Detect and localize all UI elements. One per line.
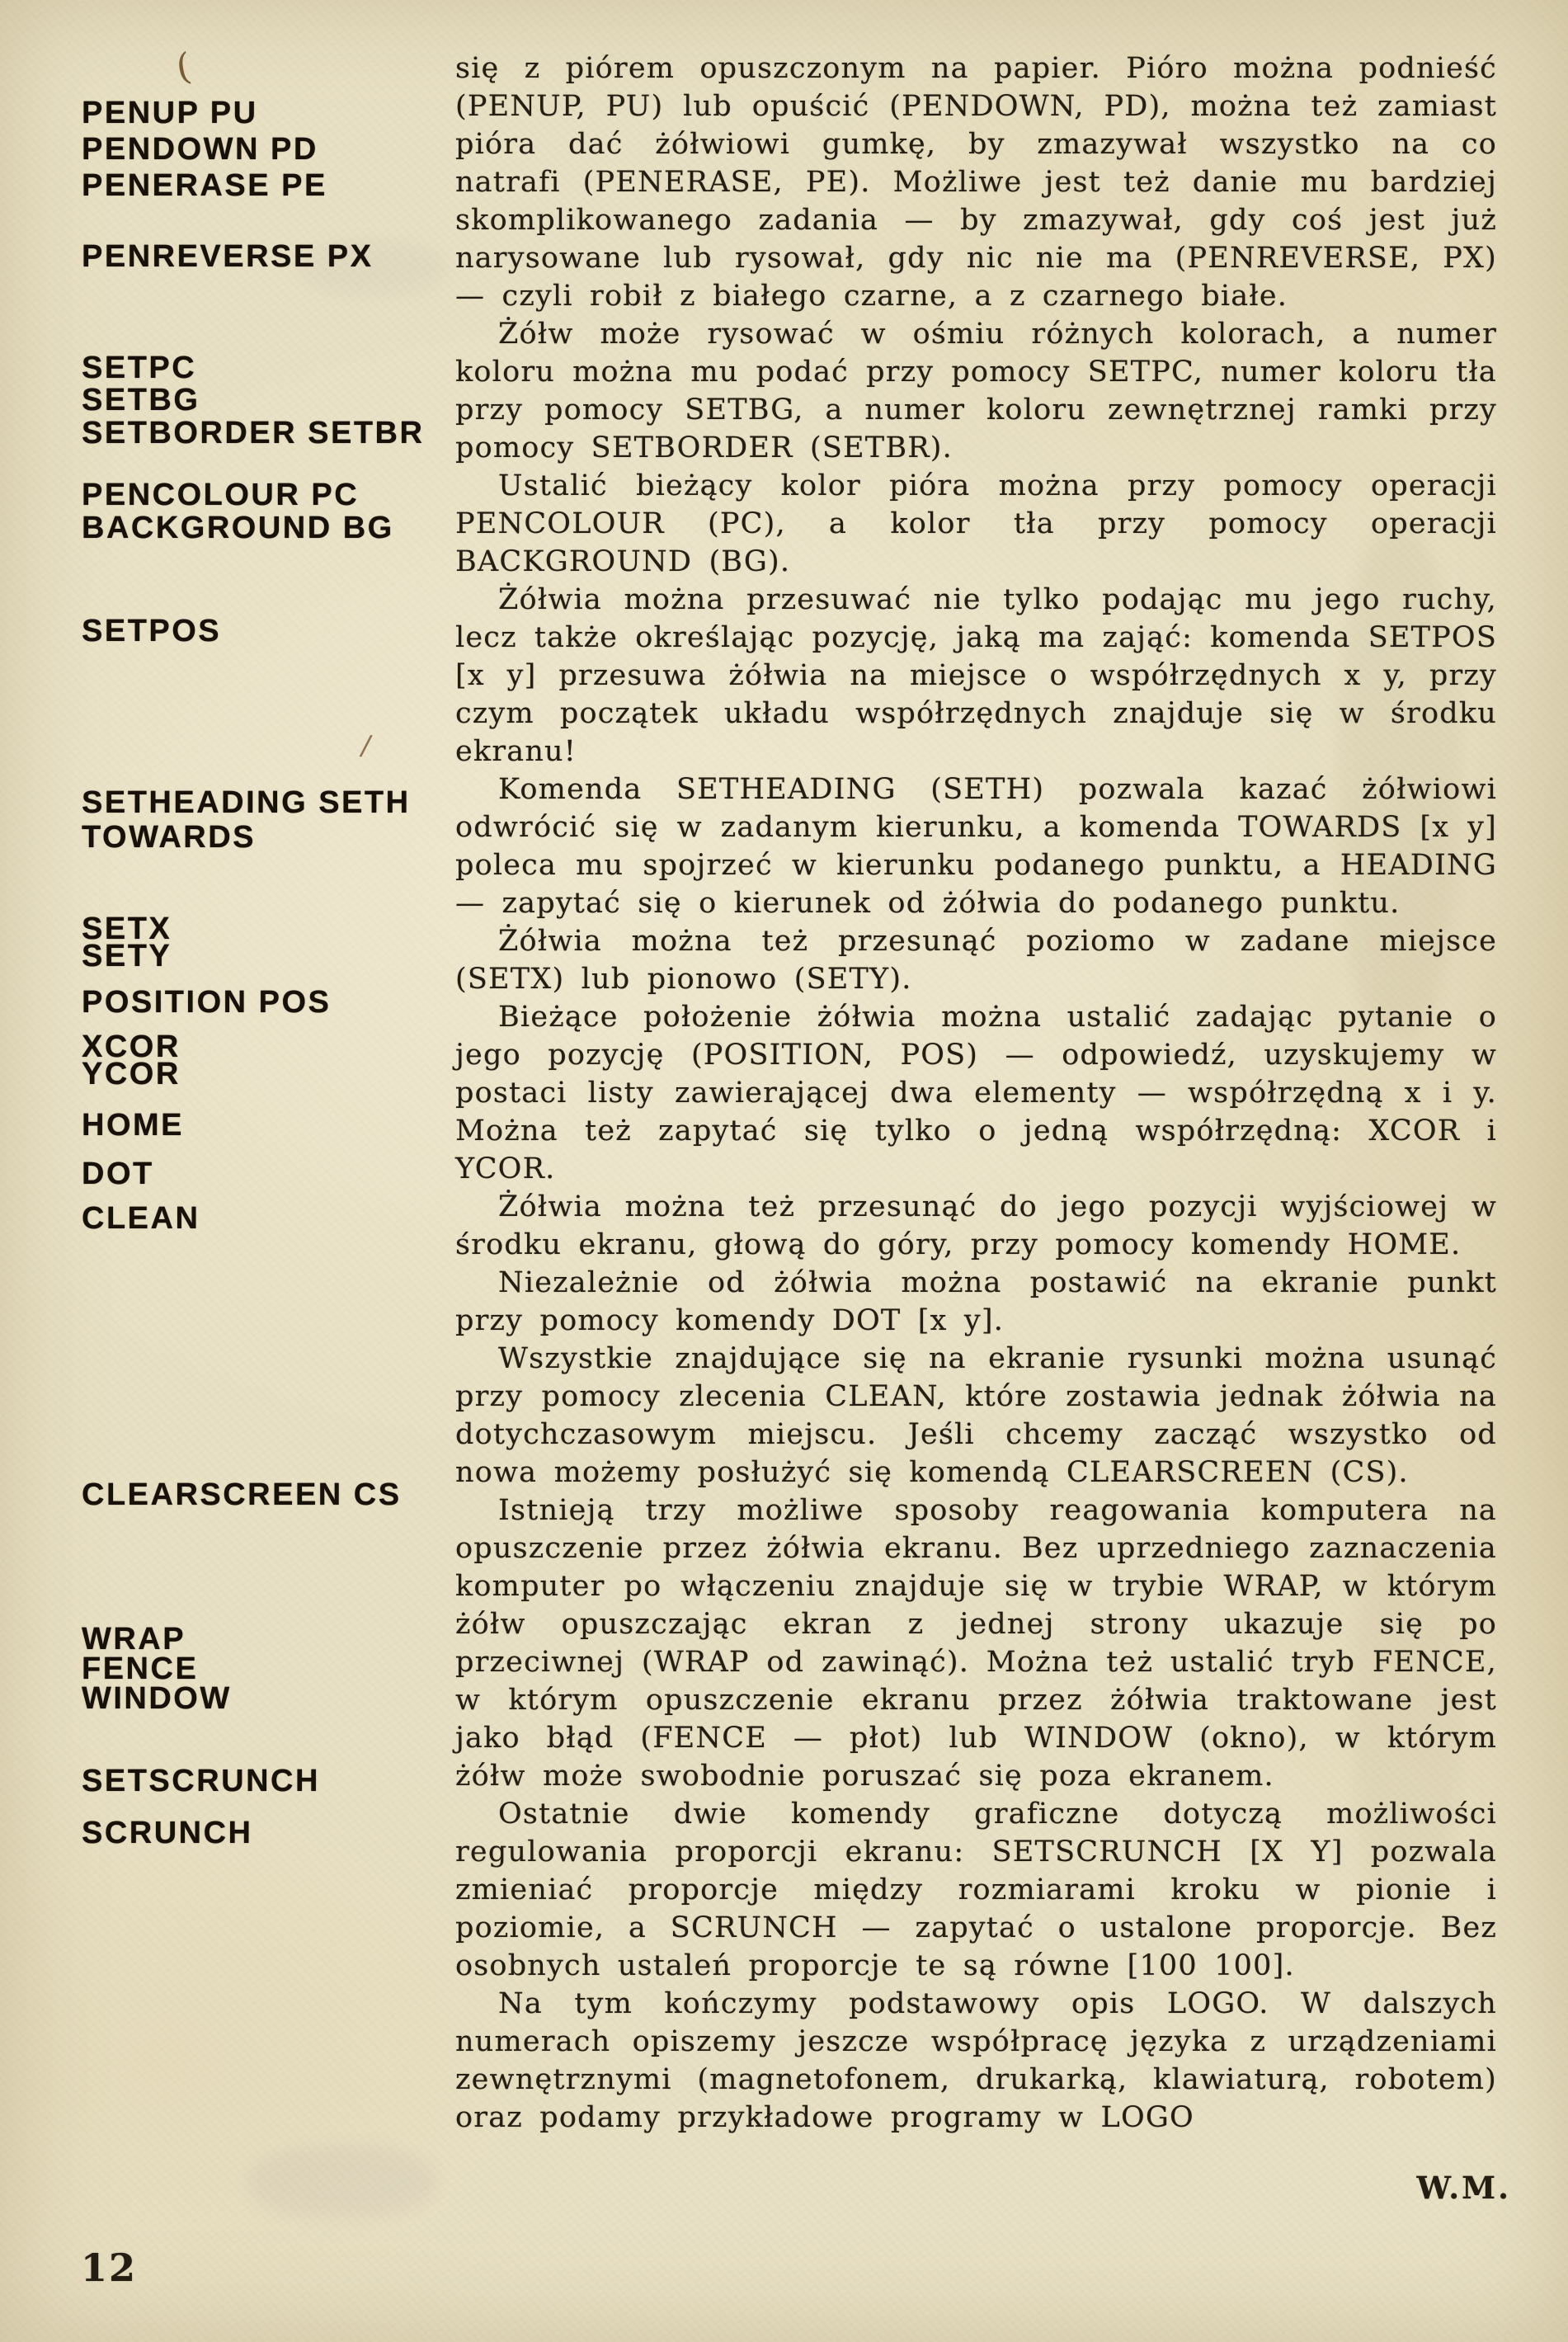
paragraph: Ustalić bieżący kolor pióra można przy pomocy operacji PENCOLOUR (PC), a kolor tła przy pomocy operacji BACKGROUND (BG). — [455, 469, 1497, 578]
command-label-setpc: SETPC — [82, 351, 197, 385]
paragraph: Żółwia można przesuwać nie tylko podając mu jego ruchy, lecz także określając pozycję, jaką ma zająć: komenda SETPOS [x y] przesuwa żółwia na miejsce o współrzędnych x y, przy czym początek układu współrzędnych znajduje się w środku ekranu! — [455, 583, 1497, 768]
ink-artifact-paren: ( — [173, 45, 195, 90]
paragraph: Żółwia można też przesunąć do jego pozycji wyjściowej w środku ekranu, głową do góry, przy pomocy komendy HOME. — [455, 1190, 1497, 1261]
command-label-pencolour: PENCOLOUR PC — [82, 478, 360, 512]
command-label-dot: DOT — [82, 1157, 154, 1191]
command-label-home: HOME — [82, 1108, 184, 1143]
command-label-wrap: WRAP — [82, 1622, 186, 1656]
ink-artifact-slash: / — [358, 728, 374, 763]
command-label-xcor: XCOR — [82, 1030, 181, 1064]
command-label-fence: FENCE — [82, 1652, 199, 1686]
command-label-setscrunch: SETSCRUNCH — [82, 1764, 320, 1798]
command-label-clean: CLEAN — [82, 1201, 200, 1236]
command-label-setx: SETX — [82, 912, 172, 946]
command-label-position: POSITION POS — [82, 985, 332, 1020]
paragraph: Istnieją trzy możliwe sposoby reagowania komputera na opuszczenie przez żółwia ekranu. Bez uprzedniego zaznaczenia komputer po włączeniu znajduje się w trybie WRAP, w którym żółw opuszczając ekran z jednej strony ukazuje się po przeciwnej (WRAP od zawinąć). Można też ustalić tryb FENCE, w którym opuszczenie ekranu przez żółwia traktowane jest jako błąd (FENCE — płot) lub WINDOW (okno), w którym żółw może swobodnie poruszać się poza ekranem. — [455, 1494, 1497, 1793]
command-label-setheading: SETHEADING SETH — [82, 785, 411, 820]
command-label-scrunch: SCRUNCH — [82, 1816, 253, 1850]
paragraph: Ostatnie dwie komendy graficzne dotyczą możliwości regulowania proporcji ekranu: SETSCRUNCH [X Y] pozwala zmieniać proporcje między rozmiarami kroku w pionie i poziomie, a SCRUNCH — zapytać o ustalone proporcje. Bez osobnych ustaleń proporcje te są równe [100 100]. — [455, 1798, 1497, 1982]
paragraph: Niezależnie od żółwia można postawić na ekranie punkt przy pomocy komendy DOT [x y]. — [455, 1266, 1497, 1337]
command-label-clearscreen: CLEARSCREEN CS — [82, 1477, 402, 1512]
page-number: 12 — [81, 2245, 138, 2290]
paragraph: Na tym kończymy podstawowy opis LOGO. W dalszych numerach opiszemy jeszcze współpracę języka z urządzeniami zewnętrznymi (magnetofonem, drukarką, klawiaturą, robotem) oraz podamy przykładowe programy w LOGO — [455, 1987, 1497, 2134]
command-label-window: WINDOW — [82, 1681, 232, 1716]
command-label-penerase: PENERASE PE — [82, 168, 327, 203]
command-label-background: BACKGROUND BG — [82, 511, 394, 545]
paragraph: Wszystkie znajdujące się na ekranie rysunki można usunąć przy pomocy zlecenia CLEAN, które zostawia jednak żółwia na dotychczasowym miejscu. Jeśli chcemy zacząć wszystko od nowa możemy posłużyć się komendą CLEARSCREEN (CS). — [455, 1342, 1497, 1489]
bleed-through-smudge — [247, 2145, 437, 2219]
paragraph: Komenda SETHEADING (SETH) pozwala kazać żółwiowi odwrócić się w zadanym kierunku, a komenda TOWARDS [x y] poleca mu spojrzeć w kierunku podanego punktu, a HEADING — zapytać się o kierunek od żółwia do podanego punktu. — [455, 773, 1497, 920]
command-label-setborder: SETBORDER SETBR — [82, 416, 425, 450]
paragraph: Bieżące położenie żółwia można ustalić zadając pytanie o jego pozycję (POSITION, POS) — odpowiedź, uzyskujemy w postaci listy zawierającej dwa elementy — współrzędną x i y. Można też zapytać się tylko o jedną współrzędną: XCOR i YCOR. — [455, 1001, 1497, 1185]
command-label-ycor: YCOR — [82, 1057, 181, 1091]
command-label-setbg: SETBG — [82, 383, 200, 417]
command-label-towards: TOWARDS — [82, 820, 257, 855]
command-label-penreverse: PENREVERSE PX — [82, 239, 374, 274]
command-label-penup: PENUP PU — [82, 96, 258, 130]
paragraph: Żółw może rysować w ośmiu różnych kolorach, a numer koloru można mu podać przy pomocy SETPC, numer koloru tła przy pomocy SETBG, a numer koloru zewnętrznej ramki przy pomocy SETBORDER (SETBR). — [455, 318, 1497, 464]
command-label-sety: SETY — [82, 939, 172, 973]
paragraph: Żółwia można też przesunąć poziomo w zadane miejsce (SETX) lub pionowo (SETY). — [455, 925, 1497, 996]
author-initials: W.M. — [1416, 2170, 1511, 2206]
article-text-column — [455, 49, 1497, 2137]
paragraph: się z piórem opuszczonym na papier. Pióro można podnieść (PENUP, PU) lub opuścić (PENDOWN, PD), można też zamiast pióra dać żółwiowi gumkę, by zmazywał wszystko na co natrafi (PENERASE, PE). Możliwe jest też danie mu bardziej skomplikowanego zadania — by zmazywał, gdy coś jest już narysowane lub rysował, gdy nic nie ma (PENREVERSE, PX) — czyli robił z białego czarne, a z czarnego białe. — [455, 52, 1497, 313]
command-label-pendown: PENDOWN PD — [82, 132, 318, 167]
command-label-setpos: SETPOS — [82, 614, 222, 648]
